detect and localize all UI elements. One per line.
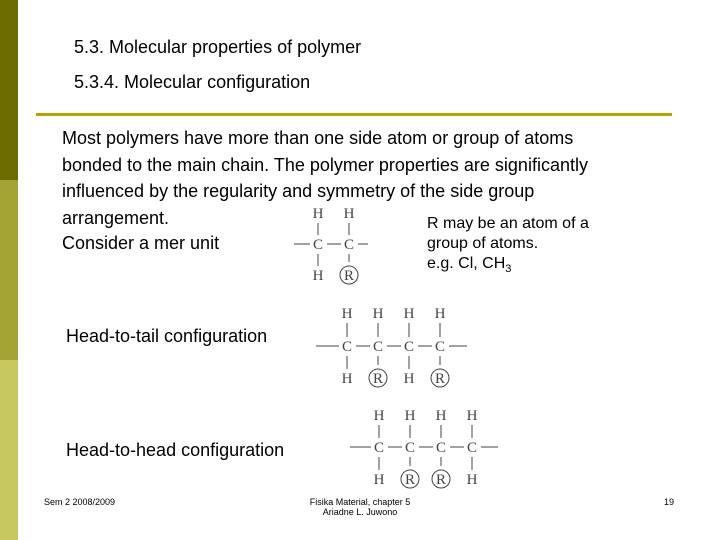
atom-h: H [434,306,446,322]
atom-c: C [312,237,324,253]
sidebar-block-light [0,360,18,540]
title-divider [36,113,672,116]
atom-h: H [372,306,384,322]
atom-r: R [404,472,416,488]
atom-h: H [466,408,478,424]
atom-r: R [434,371,446,387]
atom-h: H [312,206,324,222]
atom-c: C [466,440,478,456]
sidebar-block-mid [0,180,18,360]
head-to-head-label: Head-to-head configuration [66,440,285,460]
paragraph-line: Most polymers have more than one side atom or group of atoms [62,128,574,148]
mer-unit-label: Consider a mer unit [62,233,220,253]
head-to-tail-structure [312,302,472,394]
atom-h: H [373,408,385,424]
slide-title: 5.3. Molecular properties of polymer [74,37,362,57]
atom-h: H [466,472,478,488]
atom-r: R [343,268,355,284]
atom-h: H [312,268,324,284]
atom-c: C [403,339,415,355]
atom-c: C [373,440,385,456]
head-to-tail-label: Head-to-tail configuration [66,326,268,346]
atom-h: H [343,206,355,222]
paragraph-line: influenced by the regularity and symmetry of the side group [62,181,535,201]
side-group-note [427,214,589,279]
footer-date: Sem 2 2008/2009 [44,497,116,507]
slide-subtitle: 5.3.4. Molecular configuration [74,72,311,92]
note-example: e.g. Cl, CH [427,255,506,272]
atom-c: C [434,339,446,355]
sidebar-decoration [0,0,18,540]
note-line-2: group of atoms. [427,235,539,252]
atom-r: R [372,371,384,387]
atom-h: H [403,306,415,322]
head-to-head-structure [342,402,502,492]
atom-c: C [404,440,416,456]
footer-course-title: Fisika Material, chapter 5 [309,497,411,507]
paragraph-line: arrangement. [62,207,170,228]
note-line-1: R may be an atom of a [427,215,589,232]
footer-author: Ariadne L. Juwono [322,507,398,517]
atom-c: C [341,339,353,355]
atom-h: H [373,472,385,488]
atom-r: R [435,472,447,488]
sidebar-block-dark [0,0,18,180]
page-number: 19 [664,497,675,507]
atom-h: H [341,306,353,322]
atom-h: H [341,371,353,387]
note-subscript: 3 [505,263,512,276]
note-line-3 [427,254,589,279]
atom-h: H [403,371,415,387]
atom-h: H [435,408,447,424]
atom-c: C [435,440,447,456]
paragraph-line: bonded to the main chain. The polymer properties are significantly [62,154,588,175]
atom-h: H [404,408,416,424]
mer-unit-structure [290,200,370,292]
footer-course [290,497,430,517]
atom-c: C [372,339,384,355]
atom-c: C [343,237,355,253]
